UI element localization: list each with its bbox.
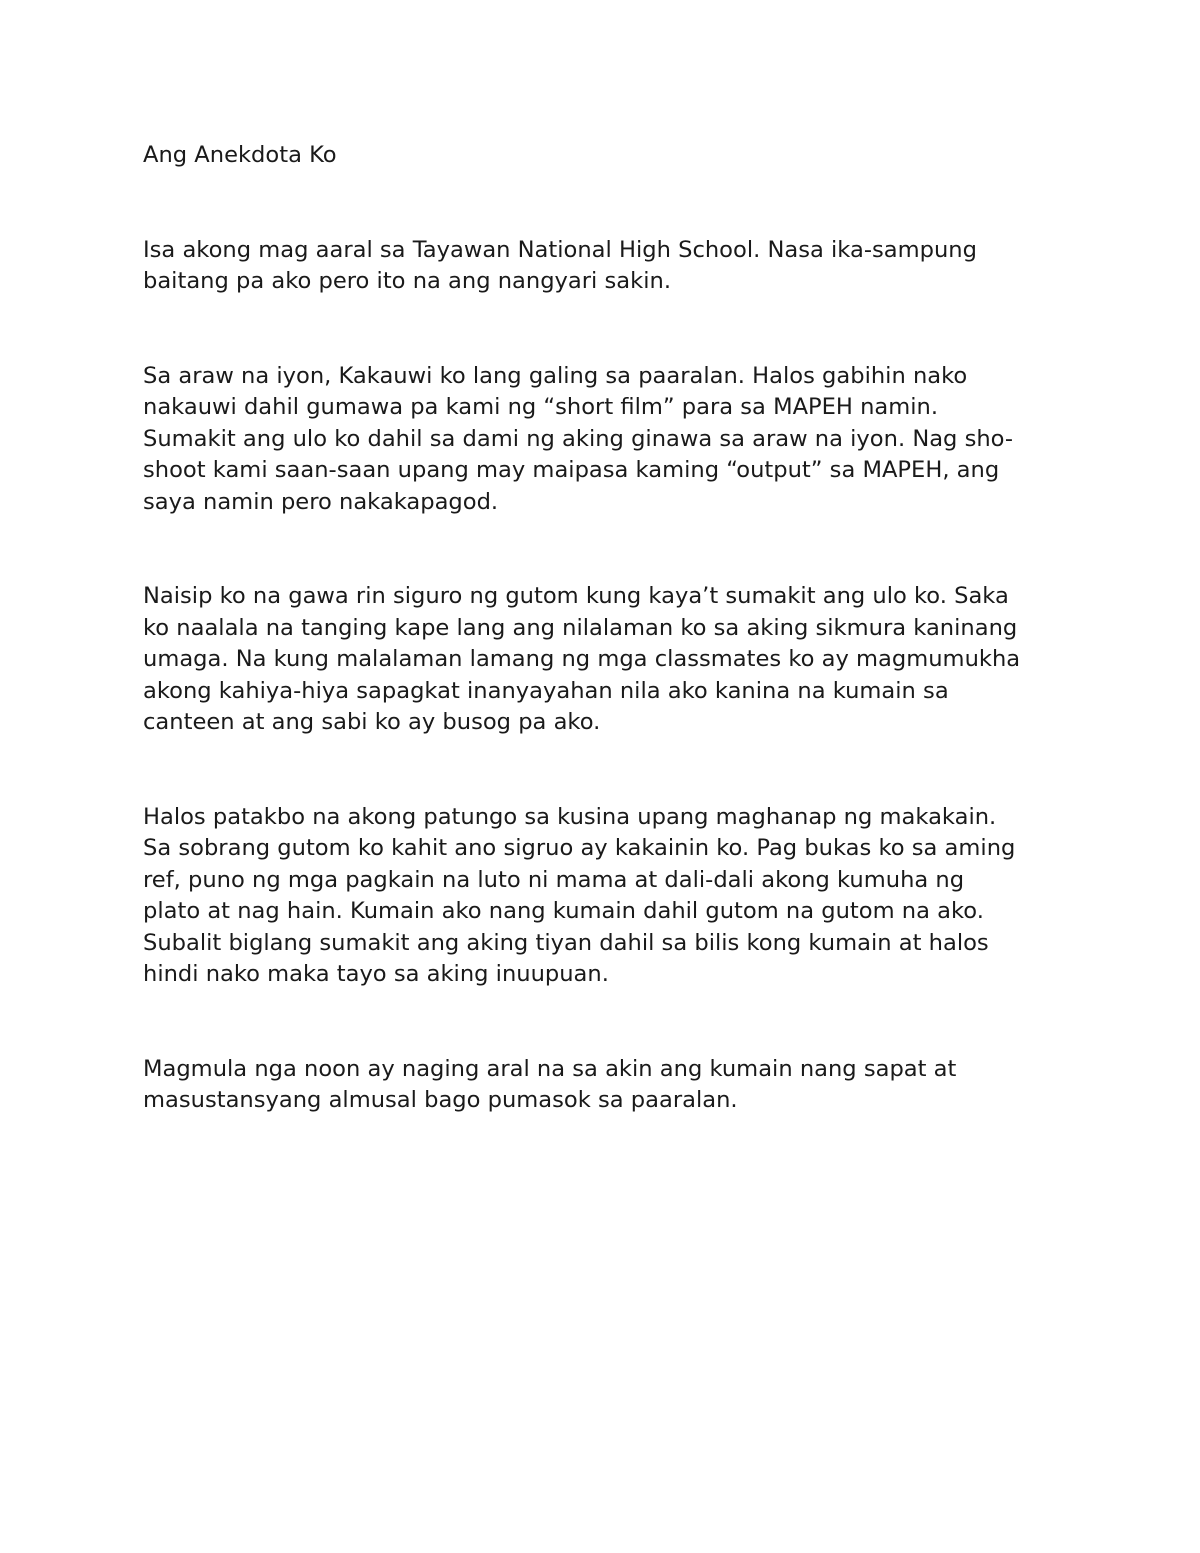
paragraph-line: umaga. Na kung malalaman lamang ng mga classmates ko ay magmumukha [143,646,1021,672]
paragraph-line: hindi nako maka tayo sa aking inuupuan. [143,961,609,987]
paragraph-5 [143,1054,1073,1117]
paragraph-line: Sa sobrang gutom ko kahit ano sigruo ay kakainin ko. Pag bukas ko sa aming [143,835,1016,861]
paragraph-line: Isa akong mag aaral sa Tayawan National High School. Nasa ika-sampung [143,236,977,263]
paragraph-3 [143,581,1073,739]
document-title: Ang Anekdota Ko [143,142,337,168]
document-body [143,140,1073,1180]
paragraph-line: Halos patakbo na akong patungo sa kusina upang maghanap ng makakain. [143,803,997,830]
paragraph-4 [143,802,1073,991]
paragraph-line: baitang pa ako pero ito na ang nangyari sakin. [143,268,671,294]
paragraph-line: plato at nag hain. Kumain ako nang kumain dahil gutom na gutom na ako. [143,898,984,924]
paragraph-line: Naisip ko na gawa rin siguro ng gutom kung kaya’t sumakit ang ulo ko. Saka [143,583,1009,609]
paragraph-1 [143,235,1073,298]
paragraph-line: Subalit biglang sumakit ang aking tiyan dahil sa bilis kong kumain at halos [143,929,989,956]
paragraph-line: Magmula nga noon ay naging aral na sa akin ang kumain nang sapat at [143,1055,957,1082]
paragraph-line: Sumakit ang ulo ko dahil sa dami ng aking ginawa sa araw na iyon. Nag sho- [143,425,1014,452]
paragraph-line: akong kahiya-hiya sapagkat inanyayahan nila ako kanina na kumain sa [143,677,949,704]
paragraph-line: masustansyang almusal bago pumasok sa paaralan. [143,1087,738,1113]
paragraph-line: saya namin pero nakakapagod. [143,488,499,515]
paragraph-line: nakauwi dahil gumawa pa kami ng “short film” para sa MAPEH namin. [143,394,939,420]
paragraph-line: Sa araw na iyon, Kakauwi ko lang galing sa paaralan. Halos gabihin nako [143,362,968,389]
paragraph-line: ref, puno ng mga pagkain na luto ni mama at dali-dali akong kumuha ng [143,866,965,893]
paragraph-line: ko naalala na tanging kape lang ang nilalaman ko sa aking sikmura kaninang [143,614,1018,641]
paragraph-2 [143,361,1073,519]
paragraph-line: shoot kami saan-saan upang may maipasa kaming “output” sa MAPEH, ang [143,457,1000,483]
paragraph-line: canteen at ang sabi ko ay busog pa ako. [143,709,601,735]
